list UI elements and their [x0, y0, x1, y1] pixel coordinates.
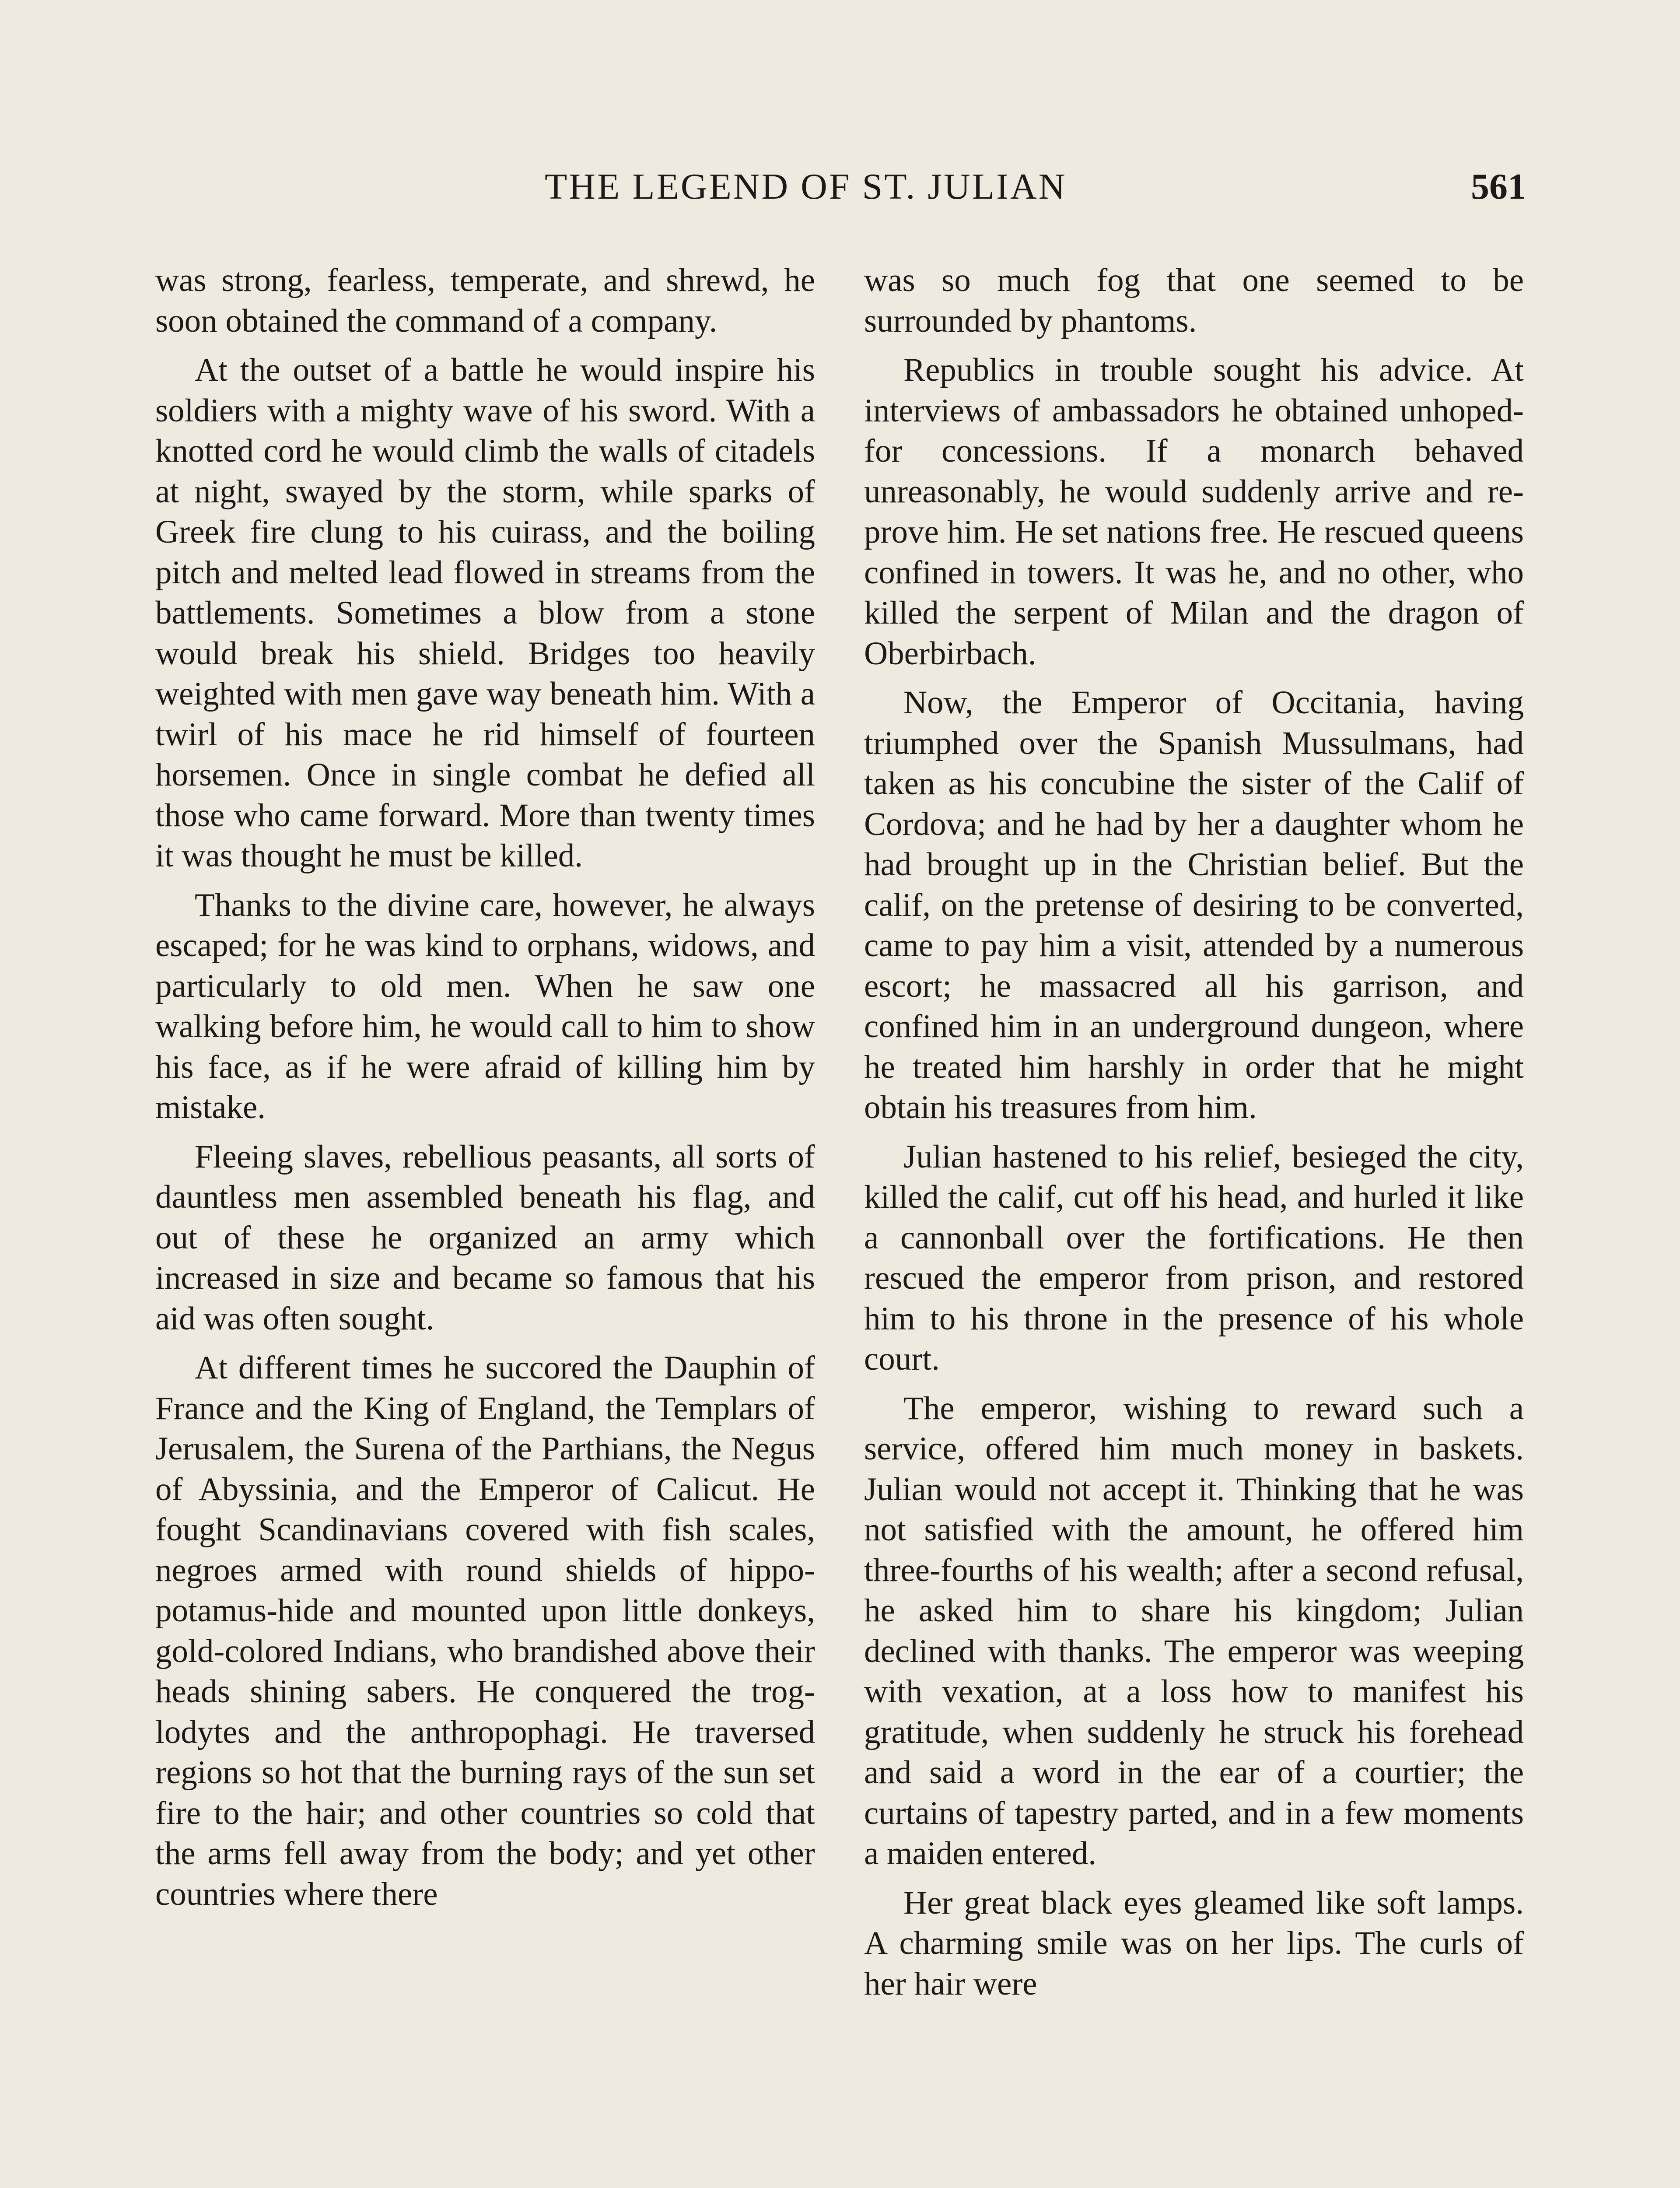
left-column [155, 260, 815, 1923]
paragraph: Thanks to the divine care, however, he always escaped; for he was kind to orphans, widows, and particularly to old men. When he saw one walking before him, he would call to him to show his face, as if he were afraid of killing him by mistake. [155, 887, 815, 1126]
paragraph: Fleeing slaves, rebellious peasants, all sorts of dauntless men assembled beneath his flag, and out of these he organized an army which increased in size and became so famous that his aid was often sought. [155, 1138, 815, 1337]
page-number: 561 [1471, 166, 1526, 207]
paragraph: At different times he succored the Dauphin of France and the King of England, the Templars of Jerusalem, the Surena of the Parthians, the Negus of Abyssinia, and the Emperor of Calicut. He fought Scandinavians covered with fish scales, negroes armed with round shields of hippopotamus-hide and mounted upon little donkeys, gold-colored Indians, who brandished above their heads shining sabers. He conquered the troglodytes and the anthropophagi. He traversed regions so hot that the burning rays of the sun set fire to the hair; and other countries so cold that the arms fell away from the body; and yet other countries where there [155, 1350, 815, 1912]
paragraph: The emperor, wishing to reward such a service, offered him much money in baskets. Julian would not accept it. Thinking that he was not satisfied with the amount, he offered him three-fourths of his wealth; after a second refusal, he asked him to share his kingdom; Julian declined with thanks. The emperor was weeping with vexation, at a loss how to manifest his gratitude, when suddenly he struck his forehead and said a word in the ear of a courtier; the curtains of tapestry parted, and in a few moments a maiden entered. [864, 1390, 1524, 1872]
right-column [864, 260, 1524, 2013]
running-header [0, 163, 1680, 211]
paragraph: Republics in trouble sought his advice. At interviews of ambassadors he obtained unhoped-for concessions. If a monarch behaved unreasonably, he would suddenly arrive and reprove him. He set nations free. He rescued queens confined in towers. It was he, and no other, who killed the serpent of Milan and the dragon of Oberbirbach. [864, 352, 1524, 672]
paragraph: Julian hastened to his relief, besieged the city, killed the calif, cut off his head, and hurled it like a cannonball over the fortifications. He then rescued the emperor from prison, and restored him to his throne in the presence of his whole court. [864, 1138, 1524, 1377]
paragraph: was so much fog that one seemed to be surrounded by phantoms. [864, 262, 1524, 339]
running-title: THE LEGEND OF ST. JULIAN [545, 166, 1067, 207]
paragraph: At the outset of a battle he would inspire his soldiers with a mighty wave of his sword. With a knotted cord he would climb the walls of citadels at night, swayed by the storm, while sparks of Greek fire clung to his cuirass, and the boiling pitch and melted lead flowed in streams from the battlements. Sometimes a blow from a stone would break his shield. Bridges too heavily weighted with men gave way beneath him. With a twirl of his mace he rid himself of fourteen horsemen. Once in single combat he defied all those who came forward. More than twenty times it was thought he must be killed. [155, 352, 815, 874]
paragraph: was strong, fearless, temperate, and shrewd, he soon obtained the command of a company. [155, 262, 815, 339]
paragraph: Now, the Emperor of Occitania, having triumphed over the Spanish Mussulmans, had taken as his concubine the sister of the Calif of Cordova; and he had by her a daughter whom he had brought up in the Christian belief. But the calif, on the pretense of desiring to be converted, came to pay him a visit, attended by a numerous escort; he massacred all his garrison, and confined him in an underground dungeon, where he treated him harshly in order that he might obtain his treasures from him. [864, 684, 1524, 1126]
paragraph: Her great black eyes gleamed like soft lamps. A charming smile was on her lips. The curls of her hair were [864, 1884, 1524, 2002]
